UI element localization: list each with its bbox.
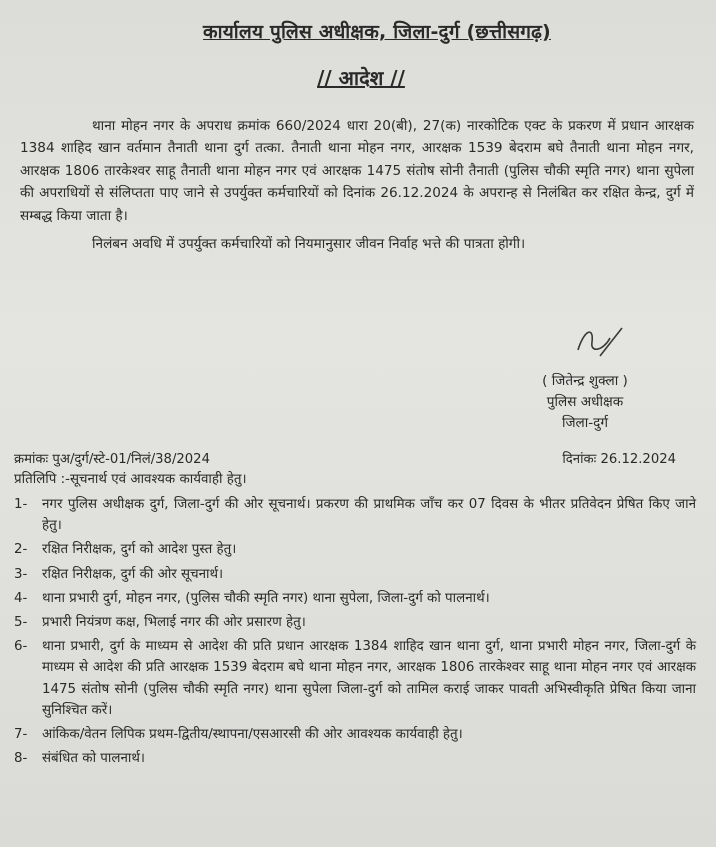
list-item: 5- प्रभारी नियंत्रण कक्ष, भिलाई नगर की ओर प्रसारण हेतु। bbox=[14, 615, 306, 631]
list-item: 6- थाना प्रभारी, दुर्ग के माध्यम से आदेश की प्रति प्रधान आरक्षक 1384 शाहिद खान थाना दुर्ग, थाना प्रभारी मोहन नगर, जिला-दुर्ग के माध्यम से आदेश की प्रति आरक्षक 1539 बेदराम बघे थाना मोहन नगर, आरक्षक 1806 तारकेश्वर साहू थाना मोहन नगर एवं आरक्षक 1475 संतोष सोनी (पुलिस चौकी स्मृति नगर) थाना सुपेला जिला-दुर्ग को तामिल कराई जाकर पावती अभिस्वीकृति प्रेषित किया जाना सुनिश्चित करें। bbox=[14, 639, 696, 718]
reference-date: दिनांकः 26.12.2024 bbox=[562, 452, 676, 467]
list-item: 2- रक्षित निरीक्षक, दुर्ग को आदेश पुस्त हेतु। bbox=[14, 542, 237, 558]
office-heading: कार्यालय पुलिस अधीक्षक, जिला-दुर्ग (छत्तीसगढ़) bbox=[203, 21, 551, 43]
signature-block bbox=[505, 320, 665, 434]
list-item: 4- थाना प्रभारी दुर्ग, मोहन नगर, (पुलिस चौकी स्मृति नगर) थाना सुपेला, जिला-दुर्ग को पालनार्थ। bbox=[14, 590, 490, 606]
copy-list bbox=[14, 494, 696, 772]
signature-scribble-icon bbox=[570, 320, 630, 364]
signatory-designation: पुलिस अधीक्षक bbox=[546, 394, 624, 410]
reference-number: क्रमांकः पुअ/दुर्ग/स्टे-01/निलं/38/2024 bbox=[14, 452, 210, 467]
order-title: // आदेश // bbox=[317, 66, 405, 90]
reference-row bbox=[14, 449, 676, 467]
order-paragraph-1: थाना मोहन नगर के अपराध क्रमांक 660/2024 धारा 20(बी), 27(क) नारकोटिक एक्ट के प्रकरण में प्रधान आरक्षक 1384 शाहिद खान वर्तमान तैनाती थाना दुर्ग तत्का. तैनाती थाना मोहन नगर, आरक्षक 1539 बेदराम बघे तैनाती थाना मोहन नगर, आरक्षक 1806 तारकेश्वर साहू तैनाती थाना मोहन नगर एवं आरक्षक 1475 संतोष सोनी तैनाती (पुलिस चौकी स्मृति नगर) थाना सुपेला की अपराधियों से संलिप्तता पाए जाने से उपर्युक्त कर्मचारियों को दिनांक 26.12.2024 के अपरान्ह से निलंबित कर रक्षित केन्द्र, दुर्ग में सम्बद्ध किया जाता है। bbox=[20, 118, 694, 224]
list-item: 3- रक्षित निरीक्षक, दुर्ग की ओर सूचनार्थ। bbox=[14, 566, 224, 582]
copy-to-heading: प्रतिलिपि :-सूचनार्थ एवं आवश्यक कार्यवाही हेतु। bbox=[14, 472, 247, 487]
list-item: 8- संबंधित को पालनार्थ। bbox=[14, 751, 145, 767]
list-item: 7- आंकिक/वेतन लिपिक प्रथम-द्वितीय/स्थापना/एसआरसी की ओर आवश्यक कार्यवाही हेतु। bbox=[14, 727, 463, 743]
order-paragraph-2: निलंबन अवधि में उपर्युक्त कर्मचारियों को नियमानुसार जीवन निर्वाह भत्ते की पात्रता होगी। bbox=[92, 236, 526, 253]
signatory-district: जिला-दुर्ग bbox=[561, 415, 609, 431]
list-item: 1- नगर पुलिस अधीक्षक दुर्ग, जिला-दुर्ग की ओर सूचनार्थ। प्रकरण की प्राथमिक जाँच कर 07 दिवस के भीतर प्रतिवेदन प्रेषित किए जाने हेतु। bbox=[14, 497, 696, 534]
signatory-name: ( जितेन्द्र शुक्ला ) bbox=[542, 373, 628, 389]
